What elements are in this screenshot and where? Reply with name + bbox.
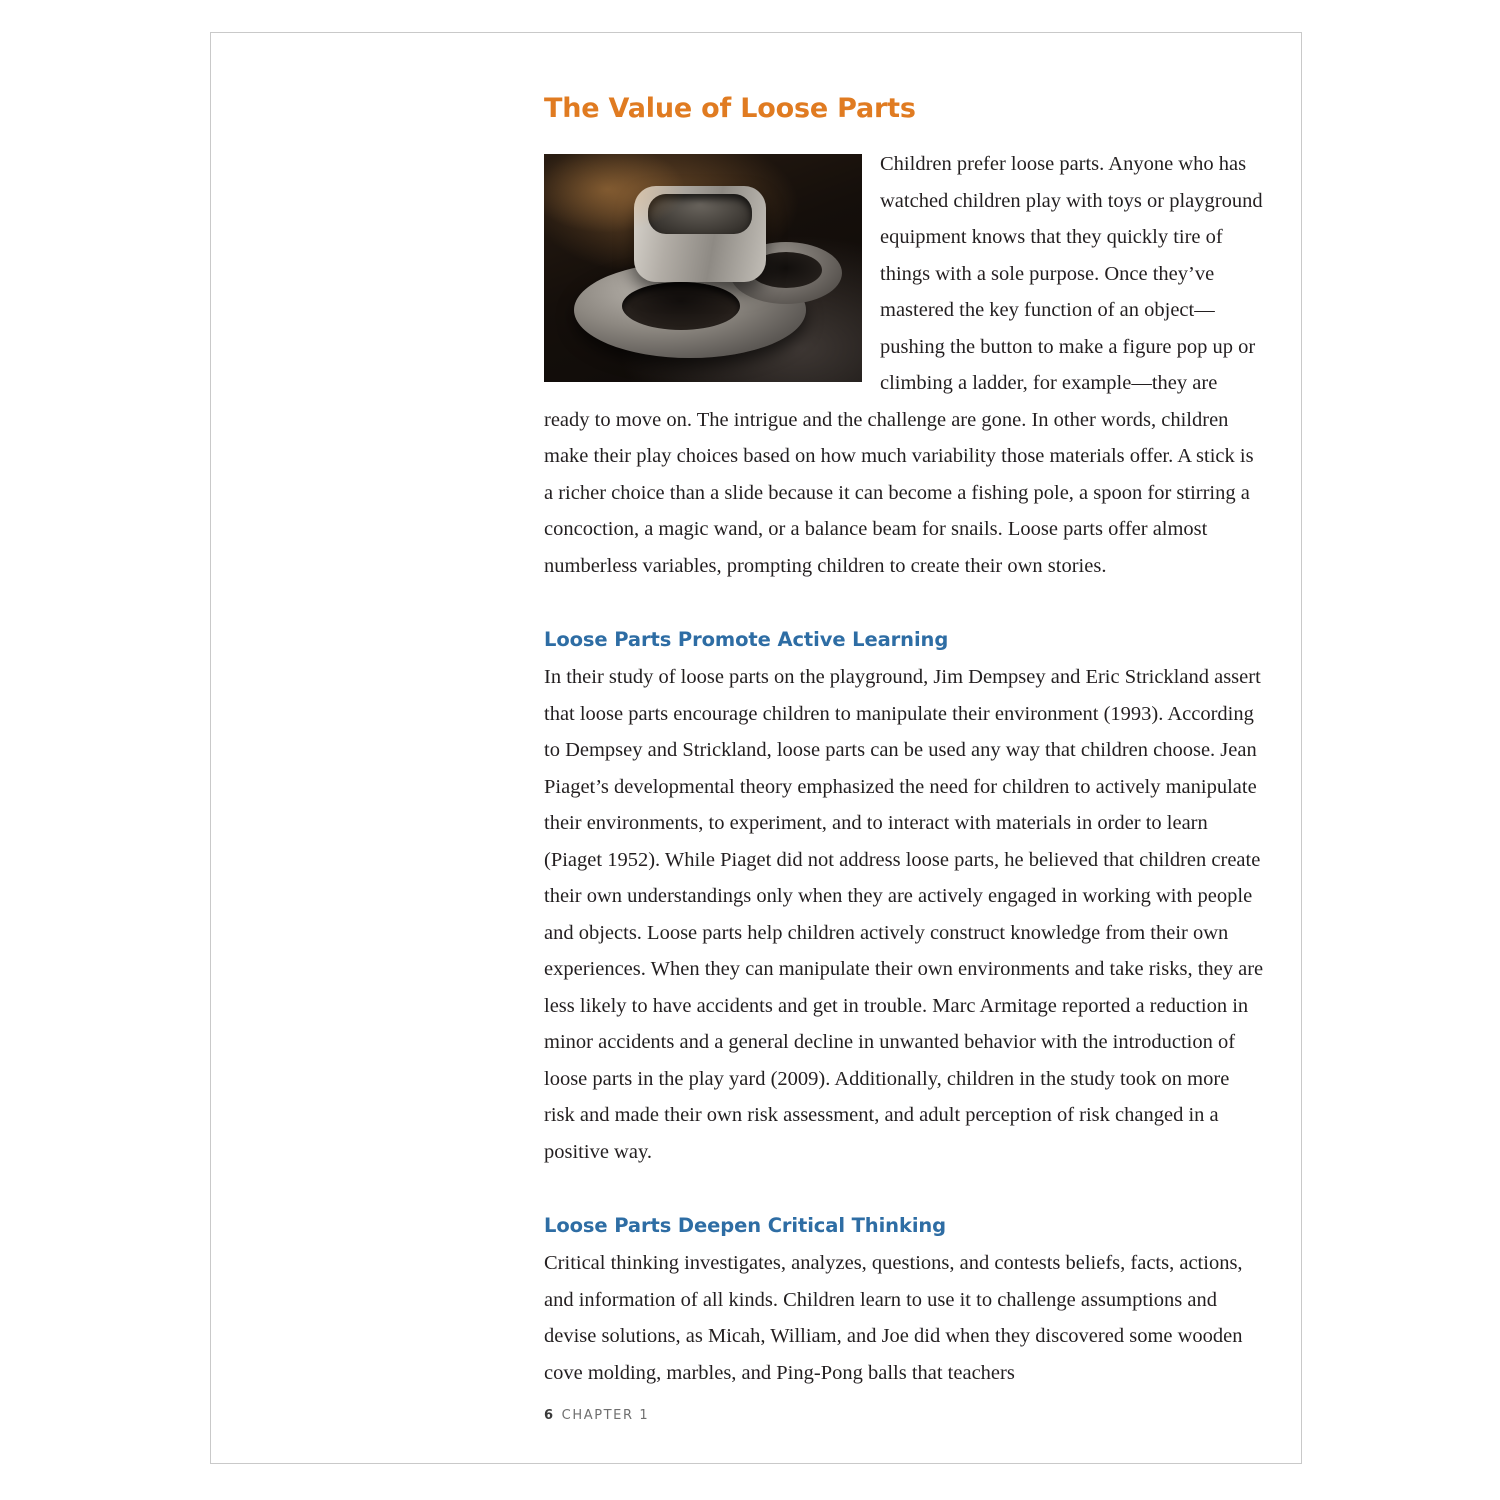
subheading-active-learning: Loose Parts Promote Active Learning — [544, 628, 949, 651]
intro-block — [544, 146, 1264, 584]
photo-warm-glow — [544, 154, 684, 232]
loose-parts-photo — [544, 154, 862, 382]
document-page — [210, 32, 1302, 1464]
paragraph-intro: Children prefer loose parts. Anyone who has watched children play with toys or playground equipment knows that they quickly tire of things with a sole purpose. Once they’ve mastered the key function of an object—pushing the button to make a figure pop up or climbing a ladder, for example—they are ready to move on. The intrigue and the challenge are gone. In other words, children make their play choices based on how much variability those materials offer. A stick is a richer choice than a slide because it can become a fishing pole, a spoon for stirring a concoction, a magic wand, or a balance beam for snails. Loose parts offer almost numberless variables, prompting children to create their own stories. — [544, 153, 1263, 577]
paragraph-critical-thinking: Critical thinking investigates, analyzes, questions, and contests beliefs, facts, actions, and information of all kinds. Children learn to use it to challenge assumptions and devise solutions, as Micah, William, and Joe did when they discovered some wooden cove molding, marbles, and Ping-Pong balls that teachers — [544, 1252, 1243, 1384]
page-content — [544, 93, 1264, 1391]
photo-metal-disc-hole — [622, 282, 740, 330]
paragraph-active-learning: In their study of loose parts on the playground, Jim Dempsey and Eric Strickland assert that loose parts encourage children to manipulate their environment (1993). According to Dempsey and Strickland, loose parts can be used any way that children choose. Jean Piaget’s developmental theory emphasized the need for children to actively manipulate their environments, to experiment, and to interact with materials in order to learn (Piaget 1952). While Piaget did not address loose parts, he believed that children create their own understandings only when they are actively engaged in working with people and objects. Loose parts help children actively construct knowledge from their own experiences. When they can manipulate their own environments and take risks, they are less likely to have accidents and get in trouble. Marc Armitage reported a reduction in minor accidents and a general decline in unwanted behavior with the introduction of loose parts in the play yard (2009). Additionally, children in the study took on more risk and made their own risk assessment, and adult perception of risk changed in a positive way. — [544, 666, 1264, 1163]
page-title: The Value of Loose Parts — [544, 93, 916, 124]
footer-page-number: 6 — [544, 1408, 555, 1423]
page-footer — [544, 1408, 649, 1423]
footer-chapter-label: CHAPTER 1 — [561, 1408, 650, 1423]
subheading-critical-thinking: Loose Parts Deepen Critical Thinking — [544, 1214, 947, 1237]
